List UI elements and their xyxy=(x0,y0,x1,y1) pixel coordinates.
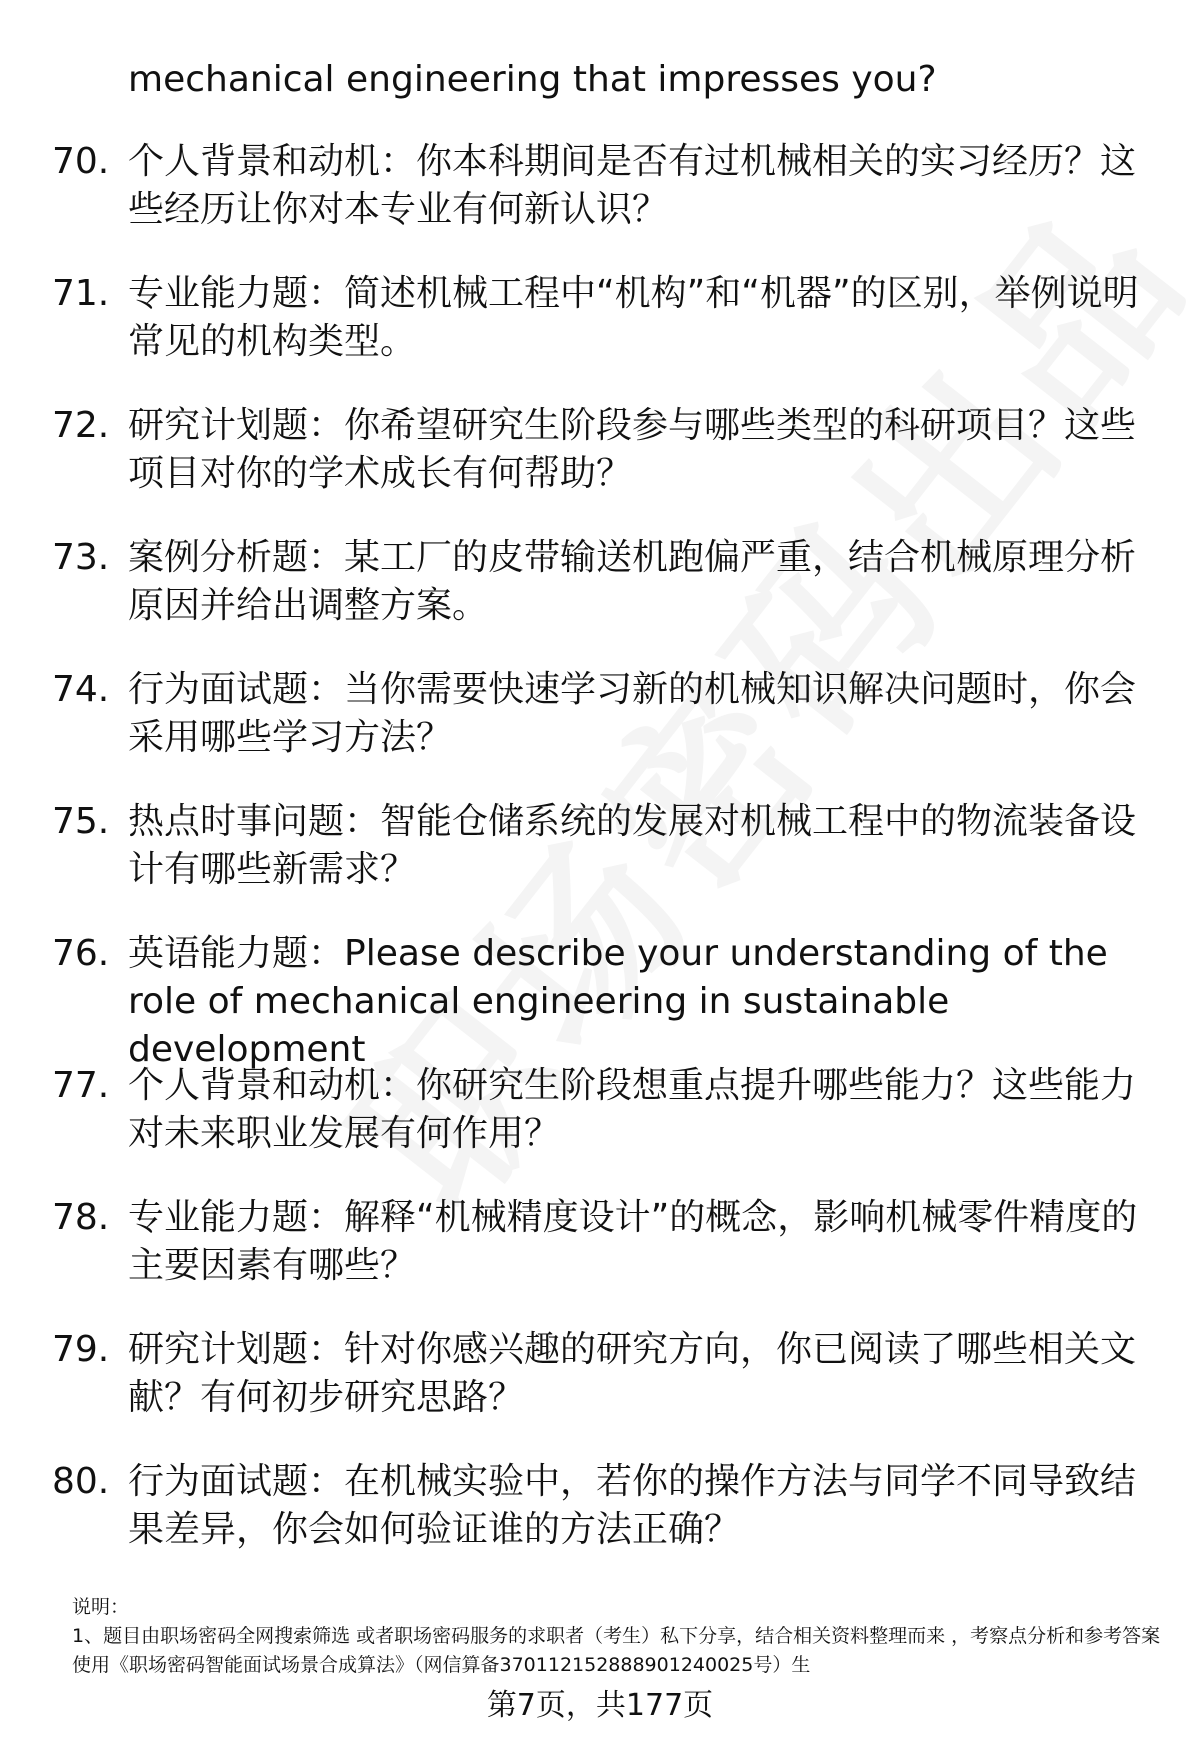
question-text: 研究计划题：你希望研究生阶段参与哪些类型的科研项目？这些项目对你的学术成长有何帮助？ xyxy=(128,405,1137,494)
question-text: 行为面试题：在机械实验中，若你的操作方法与同学不同导致结果差异，你会如何验证谁的方法正确？ xyxy=(128,1461,1137,1550)
question-text: 研究计划题：针对你感兴趣的研究方向，你已阅读了哪些相关文献？有何初步研究思路？ xyxy=(128,1329,1137,1418)
question-item xyxy=(0,270,1200,402)
question-item xyxy=(0,798,1200,930)
question-item xyxy=(0,534,1200,666)
question-number: 80. xyxy=(52,1461,110,1502)
question-item xyxy=(0,402,1200,534)
question-number: 73. xyxy=(52,537,110,578)
question-item xyxy=(0,930,1200,1070)
question-list xyxy=(0,138,1200,1590)
notes-body: 1、题目由职场密码全网搜索筛选 或者职场密码服务的求职者（考生）私下分享，结合相关资料整理而来 ，考察点分析和参考答案使用《职场密码智能面试场景合成算法》（网信算备370112152888901240025号）生 xyxy=(72,1625,1161,1676)
question-text: 专业能力题：解释“机械精度设计”的概念，影响机械零件精度的主要因素有哪些？ xyxy=(128,1197,1138,1286)
question-number: 78. xyxy=(52,1197,110,1238)
question-number: 71. xyxy=(52,273,110,314)
question-number: 75. xyxy=(52,801,110,842)
question-number: 76. xyxy=(52,933,110,974)
question-item xyxy=(0,1194,1200,1326)
question-item xyxy=(0,138,1200,270)
question-text: 专业能力题：简述机械工程中“机构”和“机器”的区别，举例说明常见的机构类型。 xyxy=(128,273,1139,362)
continued-question-text: mechanical engineering that impresses you? xyxy=(128,59,937,100)
question-text: 个人背景和动机：你研究生阶段想重点提升哪些能力？这些能力对未来职业发展有何作用？ xyxy=(128,1065,1137,1154)
notes-title: 说明： xyxy=(72,1596,130,1618)
question-item xyxy=(0,1062,1200,1194)
question-text: 行为面试题：当你需要快速学习新的机械知识解决问题时，你会采用哪些学习方法？ xyxy=(128,669,1137,758)
page-number-footer: 第7页，共177页 xyxy=(486,1688,714,1723)
question-number: 77. xyxy=(52,1065,110,1106)
question-text: 个人背景和动机：你本科期间是否有过机械相关的实习经历？这些经历让你对本专业有何新认识？ xyxy=(128,141,1137,230)
question-number: 79. xyxy=(52,1329,110,1370)
question-item xyxy=(0,666,1200,798)
question-number: 72. xyxy=(52,405,110,446)
question-text: 英语能力题：Please describe your understanding of the role of mechanical engineering in sustainable development xyxy=(128,933,1108,1070)
question-text: 案例分析题：某工厂的皮带输送机跑偏严重，结合机械原理分析原因并给出调整方案。 xyxy=(128,537,1137,626)
question-number: 70. xyxy=(52,141,110,182)
question-item xyxy=(0,1326,1200,1458)
question-number: 74. xyxy=(52,669,110,710)
notes-section xyxy=(72,1593,1162,1680)
question-item xyxy=(0,1458,1200,1590)
question-text: 热点时事问题：智能仓储系统的发展对机械工程中的物流装备设计有哪些新需求？ xyxy=(128,801,1137,890)
